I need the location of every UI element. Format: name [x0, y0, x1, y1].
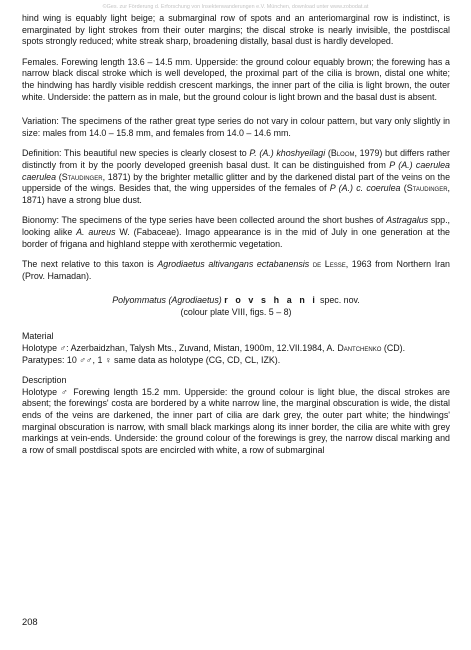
text-run: , 1979) but differs rather distinctly from it by the poorly developed greenish basal dust. It can be distinguished from: [22, 148, 450, 170]
genus-name: Polyommatus (Agrodiaetus): [112, 295, 222, 306]
text-run: , 1871) by the brighter metallic glitter and by the darkened distal part of the veins on the upperside of the wings. Besides that, the wing uppersides of the females of: [22, 171, 451, 194]
taxon-name: Agrodiaetus altivangans ectabanensis: [157, 259, 310, 270]
taxon-name: P. (A.) khoshyeilagi: [249, 148, 326, 159]
text-run: , 1963 from Northern Iran (Prov. Hamadan).: [22, 259, 450, 281]
text-run: (: [400, 183, 407, 194]
species-status: spec. nov.: [317, 295, 360, 306]
text-run: The next relative to this taxon is: [22, 259, 158, 270]
text-run: Definition: This beautiful new species is clearly closest to: [22, 148, 250, 159]
taxon-name: Astragalus: [386, 215, 429, 226]
text-run: Holotype ♂: Azerbaidzhan, Talysh Mts., Zuvand, Mistan, 1900m, 12.VII.1984, A.: [22, 343, 338, 354]
author-name: Staudinger: [406, 183, 448, 194]
author-name: de Lesse: [312, 259, 346, 270]
description-text: Holotype ♂ Forewing length 15.2 mm. Upperside: the ground colour is light blue, the discal strokes are absent; the forewings' costa are bordered by a white narrow line, the marginal obscuration is wide, the distal ends of the veins are darkened, the inner part of cilia are dark grey, the outer part white; the hindwings' marginal obscuration is narrow, with small black markings along its inner border, the cilia are white with grey markings at vein-ends. Underside: the ground colour of the forewings is grey, the narrow discal marking and a row of small postdiscal spots are encircled with white, a row of submarginal: [22, 386, 450, 455]
species-heading: [22, 295, 450, 307]
page-number: 208: [22, 616, 38, 627]
taxon-name: A. aureus: [76, 226, 116, 237]
paragraph-next-relative: [22, 259, 450, 282]
watermark: ©Ges. zur Förderung d. Erforschung von Insektenwanderungen e.V. München, download unter www.zobodat.at: [102, 4, 369, 10]
paragraph-variation: Variation: The specimens of the rather great type series do not vary in colour pattern, but vary only slightly in size: males from 14.0 – 15.8 mm, and females from 14.0 – 14.6 mm.: [22, 116, 450, 138]
holotype-record: [22, 343, 450, 355]
species-epithet: r o v s h a n i: [224, 295, 318, 306]
collector-name: Dantchenko: [337, 343, 382, 354]
text-run: Bionomy: The specimens of the type series have been collected around the short bushes of: [22, 215, 387, 226]
taxon-name: P (A.) c. coerulea: [329, 183, 401, 194]
description-heading: Description: [22, 375, 67, 386]
paratypes-record: Paratypes: 10 ♂♂, 1 ♀ same data as holotype (CG, CD, CL, IZK).: [22, 354, 281, 365]
paragraph-definition: [22, 148, 450, 206]
material-heading: Material: [22, 331, 54, 342]
paragraph-females: Females. Forewing length 13.6 – 14.5 mm. Upperside: the ground colour equably brown; the forewing has a narrow black discal stroke which is well developed, the proximal part of the cilia is brown, distal one white; the hindwing has hardly visible reddish crescent markings, the inner part of the cilia is light brown, the outer white. Underside: the pattern as in male, but the ground colour is light brown and the basal dust is absent.: [22, 56, 450, 102]
author-name: Bloom: [330, 148, 355, 159]
paragraph-bionomy: [22, 215, 450, 250]
text-run: W. (Fabaceae). Imago appearance is in the mid of July in one generation at the border of frigana and highland steppe with xerothermic vegetation.: [22, 226, 450, 249]
author-name: Staudinger: [61, 171, 103, 182]
text-run: , 1871) have a strong blue dust.: [22, 183, 450, 205]
paragraph-hindwing: hind wing is equably light beige; a submarginal row of spots and an anteriomarginal row is indistinct, is emarginated by light strokes from their outer margins; the discal stroke is nearly invisible, the postdiscal spots strongly reduced; white streak sharp, broadening distally, basal dust is hardly developed.: [22, 13, 450, 47]
page-body: [22, 13, 450, 465]
taxon-name: P (A.) caerulea caerulea: [22, 159, 450, 182]
text-run: (: [56, 171, 62, 182]
text-run: (CD).: [381, 343, 406, 354]
plate-reference: (colour plate VIII, figs. 5 – 8): [180, 306, 292, 317]
text-run: (: [325, 148, 331, 159]
text-run: spp., looking alike: [22, 215, 450, 237]
